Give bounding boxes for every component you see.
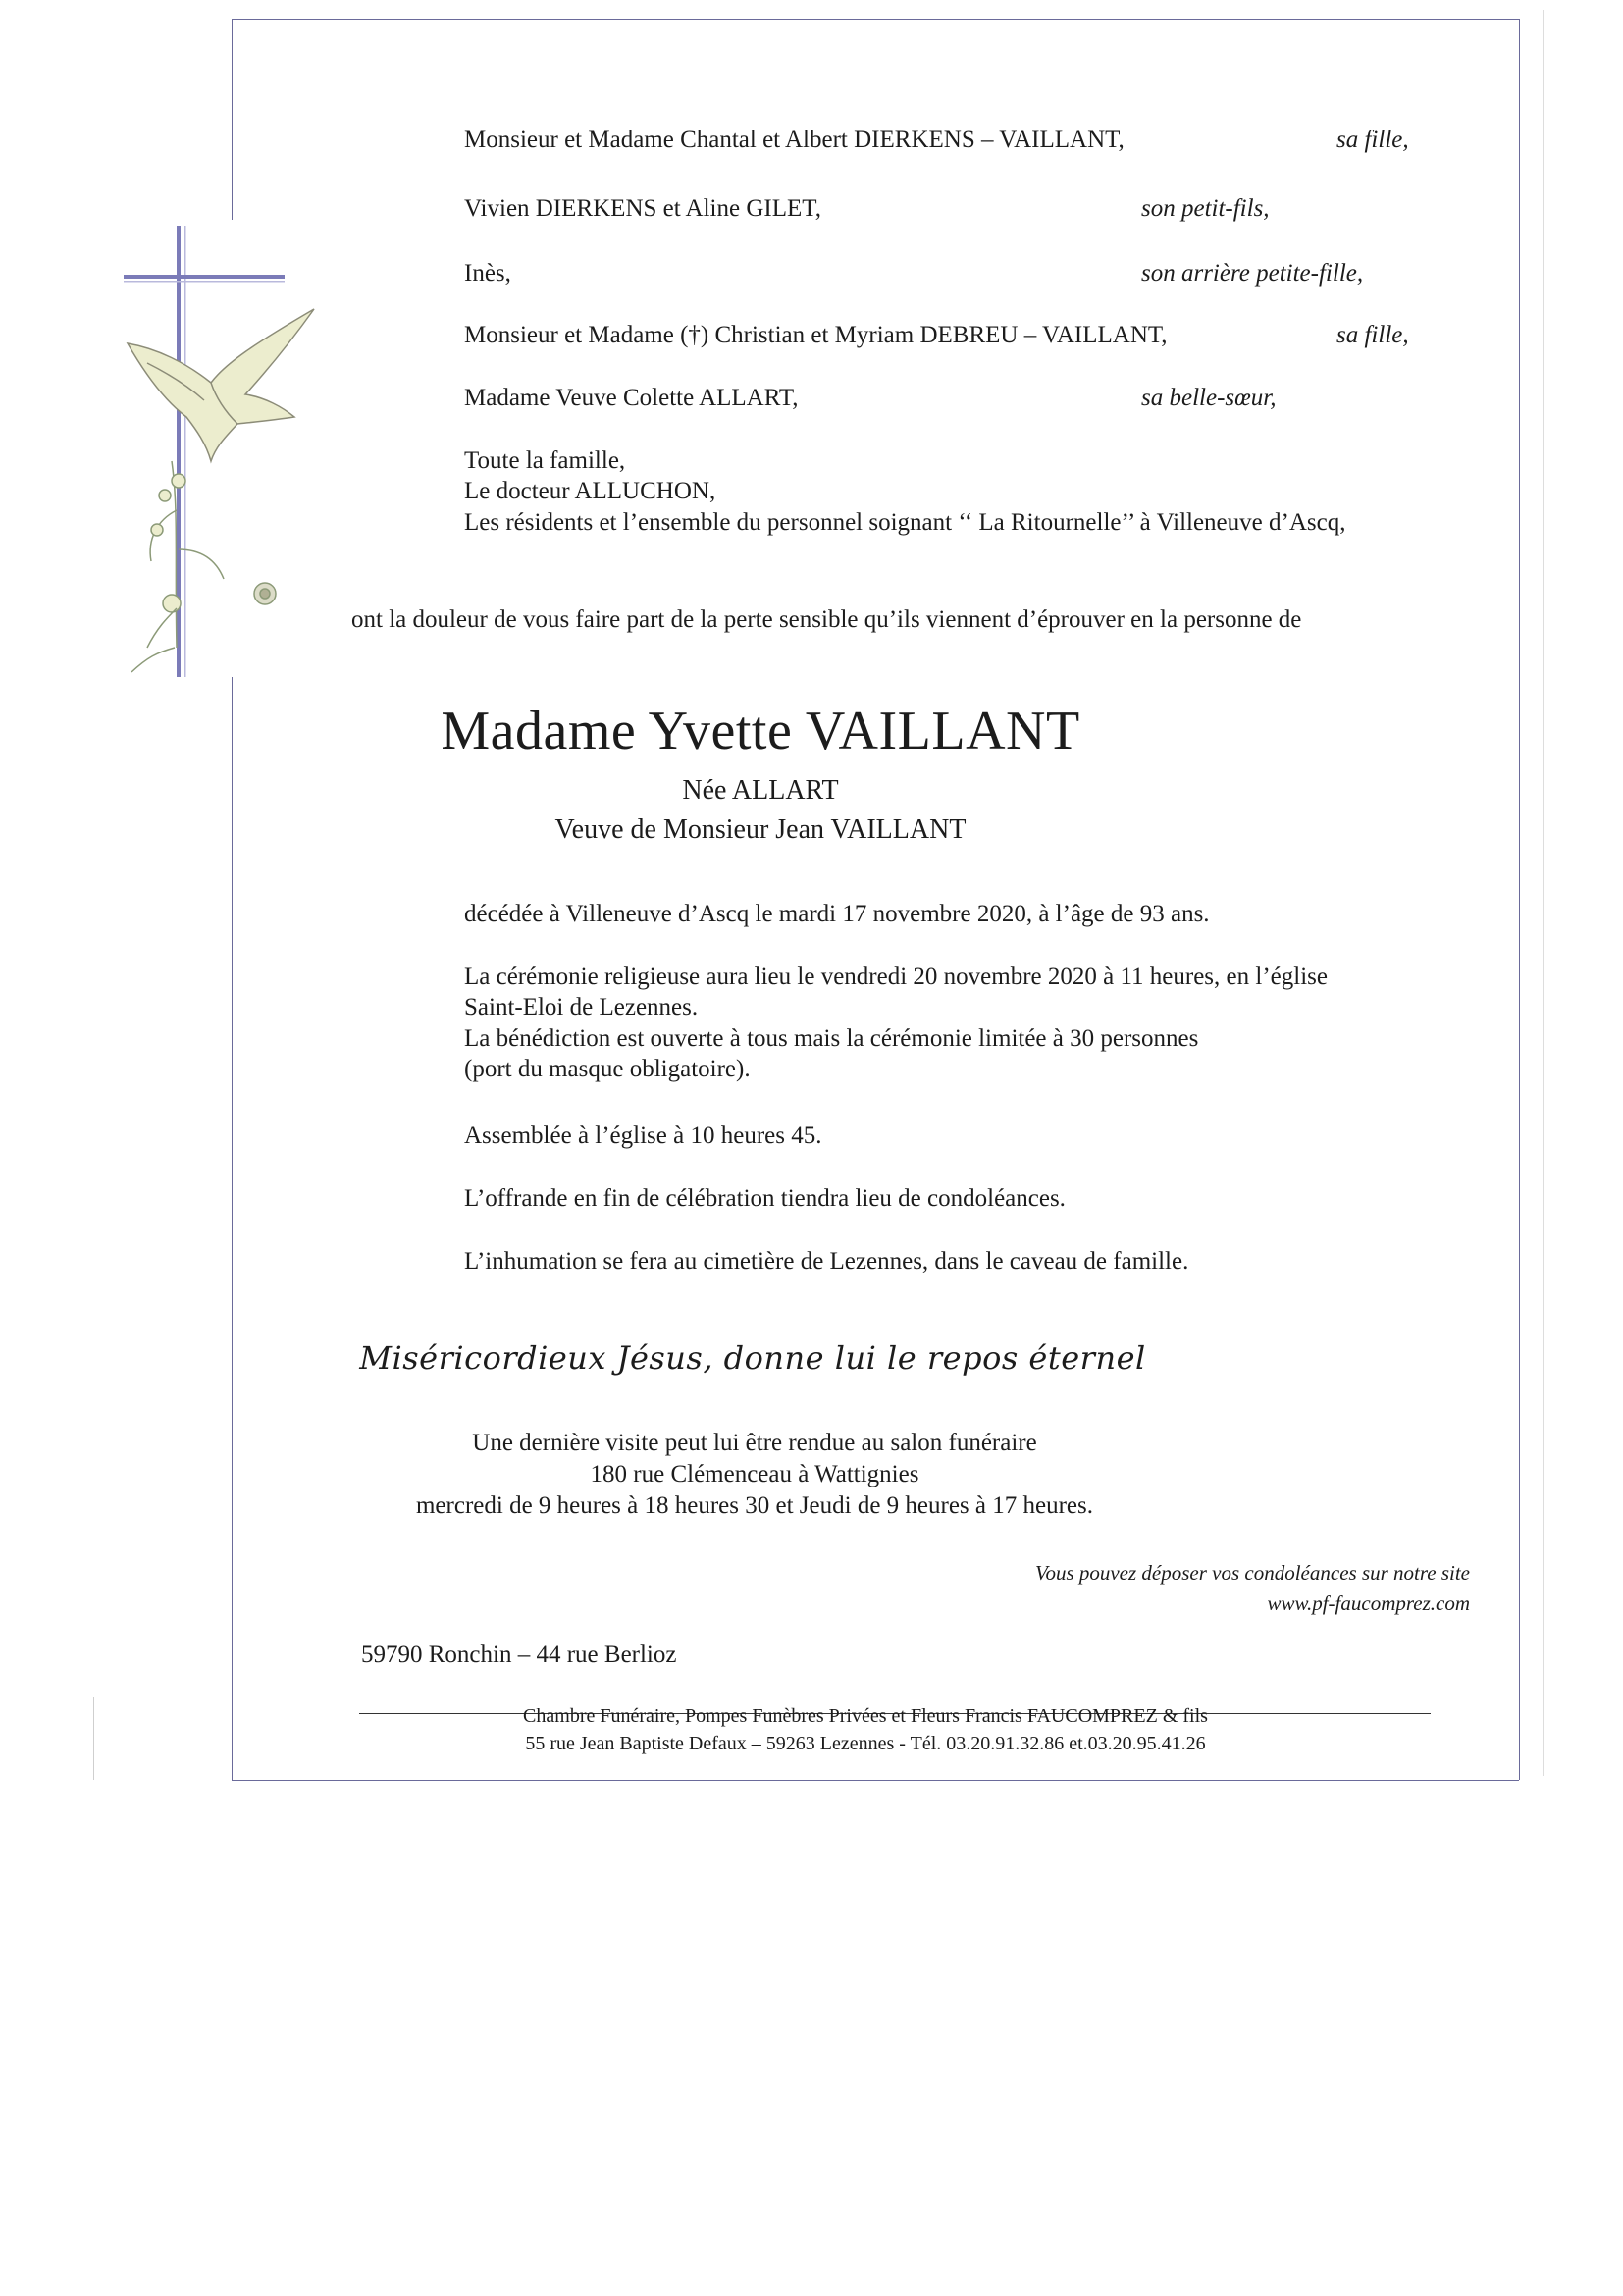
frame-left-border-upper [232,19,233,220]
footer-address: 55 rue Jean Baptiste Defaux – 59263 Lezennes - Tél. 03.20.91.32.86 et.03.20.95.41.26 [525,1733,1206,1754]
dove-icon [128,309,314,461]
scan-edge-left [93,1697,94,1780]
cross-icon [124,226,285,677]
deceased-birth-name: Née ALLART [682,775,839,806]
family-member-relation: son petit-fils, [1141,195,1270,222]
condolences-website-link[interactable]: www.pf-faucomprez.com [1267,1592,1470,1615]
other-mourner: Toute la famille, [464,447,626,474]
deceased-widow-of: Veuve de Monsieur Jean VAILLANT [554,814,967,845]
burial-text: L’inhumation se fera au cimetière de Lezennes, dans le caveau de famille. [464,1248,1189,1275]
visit-line: mercredi de 9 heures à 18 heures 30 et Jeudi de 9 heures à 17 heures. [415,1492,1093,1519]
family-member-relation: sa fille, [1336,322,1409,348]
condolences-text: Vous pouvez déposer vos condoléances sur notre site [1034,1561,1470,1585]
offering-text: L’offrande en fin de célébration tiendra lieu de condoléances. [464,1185,1066,1212]
family-member-relation: son arrière petite-fille, [1141,260,1364,287]
family-member-name: Monsieur et Madame Chantal et Albert DIERKENS – VAILLANT, [464,127,1125,153]
frame-top-border [232,19,1519,20]
death-notice: décédée à Villeneuve d’Ascq le mardi 17 novembre 2020, à l’âge de 93 ans. [464,901,1210,927]
decoration [118,216,343,687]
family-member-name: Monsieur et Madame (†) Christian et Myriam DEBREU – VAILLANT, [464,322,1168,348]
announcement-text: ont la douleur de vous faire part de la perte sensible qu’ils viennent d’éprouver en la personne de [351,606,1302,633]
prayer-text: Miséricordieux Jésus, donne lui le repos éternel [359,1339,1146,1377]
footer-company: Chambre Funéraire, Pompes Funèbres Privées et Fleurs Francis FAUCOMPREZ & fils [523,1705,1208,1727]
ceremony-line: La cérémonie religieuse aura lieu le vendredi 20 novembre 2020 à 11 heures, en l’église [464,964,1328,990]
ceremony-line: La bénédiction est ouverte à tous mais la cérémonie limitée à 30 personnes [464,1025,1199,1052]
ceremony-line: Saint-Eloi de Lezennes. [464,994,699,1020]
frame-bottom-border [232,1780,1519,1781]
ceremony-line: (port du masque obligatoire). [464,1056,751,1082]
other-mourner: Le docteur ALLUCHON, [464,478,716,504]
other-mourner: Les résidents et l’ensemble du personnel soignant ‘‘ La Ritournelle’’ à Villeneuve d’Ascq, [464,509,1346,536]
lily-icon [131,461,276,672]
deceased-name: Madame Yvette VAILLANT [441,701,1080,761]
family-member-relation: sa fille, [1336,127,1409,153]
visit-line: 180 rue Clémenceau à Wattignies [590,1461,919,1487]
family-member-name: Vivien DIERKENS et Aline GILET, [464,195,821,222]
family-member-relation: sa belle-sœur, [1141,385,1277,411]
family-member-name: Madame Veuve Colette ALLART, [464,385,799,411]
family-member-name: Inès, [464,260,511,287]
address-text: 59790 Ronchin – 44 rue Berlioz [361,1642,677,1668]
visit-line: Une dernière visite peut lui être rendue au salon funéraire [472,1430,1037,1456]
assembly-text: Assemblée à l’église à 10 heures 45. [464,1122,822,1149]
